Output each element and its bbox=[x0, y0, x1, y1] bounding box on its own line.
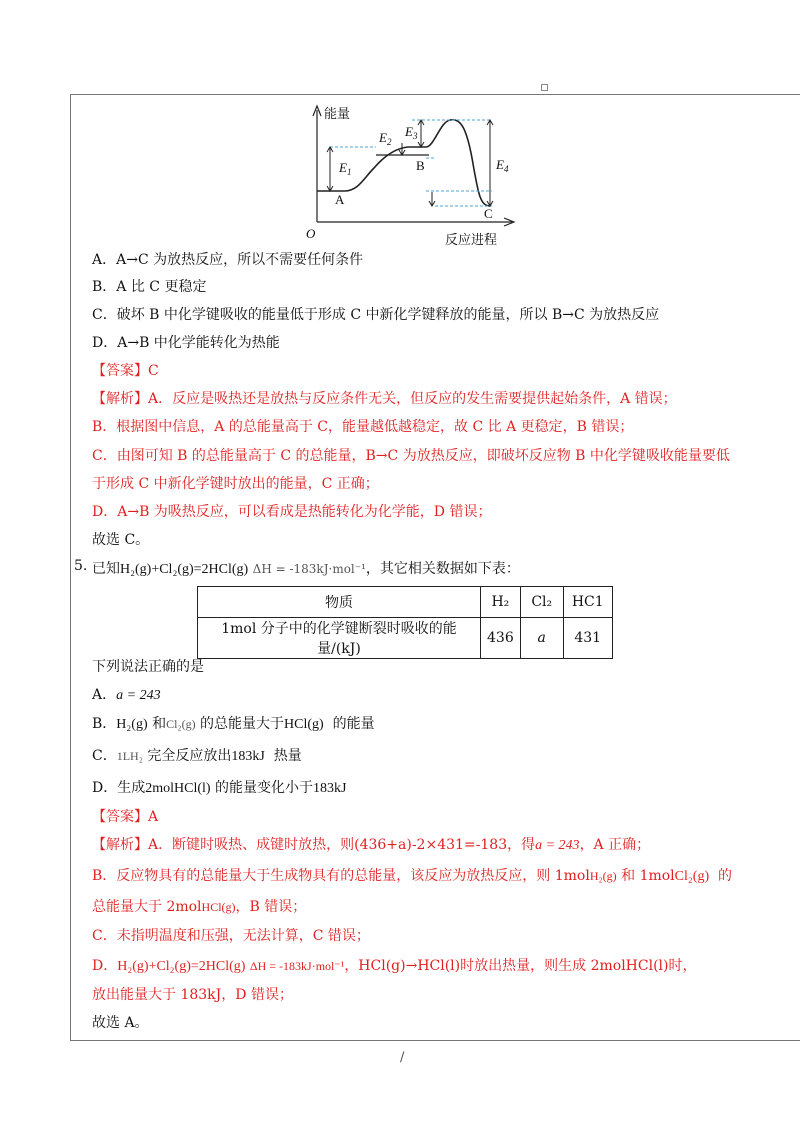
y-axis-label: 能量 bbox=[324, 106, 351, 121]
origin-label: O bbox=[306, 226, 316, 241]
q5-stem: 已知H₂(g)+Cl₂(g)=2HCl(g) ΔH = -183kJ·mol⁻¹，其它相关数据如下表： bbox=[92, 561, 520, 577]
page-number: / bbox=[400, 1050, 405, 1065]
q4-option-c: C．破坏 B 中化学键吸收的能量低于形成 C 中新化学键释放的能量，所以 B→C 为放热反应 bbox=[92, 307, 660, 323]
x-axis-label: 反应进程 bbox=[445, 232, 498, 247]
q5-analysis-a: 【解析】A．断键时吸热、成键时放热，则(436+a)-2×431=-183，得a = 243，A 正确； bbox=[92, 837, 651, 853]
q5-analysis-b-cont: 总能量大于 2molHCl(g)，B 错误； bbox=[92, 899, 307, 915]
q5-option-b: B．H₂(g) 和Cl₂(g) 的总能量大于HCl(g) 的能量 bbox=[92, 716, 375, 732]
q4-analysis-b: B．根据图中信息，A 的总能量高于 C，能量越低越稳定，故 C 比 A 更稳定，B 错误； bbox=[92, 419, 634, 435]
label-E3: $E_3$ bbox=[405, 124, 418, 141]
q5-option-c: C．1LH₂ 完全反应放出183kJ 热量 bbox=[92, 748, 302, 764]
q4-option-a: A．A→C 为放热反应，所以不需要任何条件 bbox=[92, 252, 364, 268]
q5-analysis-d-cont: 放出能量大于 183kJ，D 错误； bbox=[92, 987, 293, 1003]
q5-analysis-d: D．H₂(g)+Cl₂(g)=2HCl(g) ΔH = -183kJ·mol⁻¹，HCl(g)→HCl(l)时放出热量，则生成 2molHCl(l)时， bbox=[92, 958, 697, 974]
q4-analysis-d: D．A→B 为吸热反应，可以看成是热能转化为化学能，D 错误； bbox=[92, 504, 492, 520]
label-A: A bbox=[335, 192, 345, 207]
q4-analysis-a: 【解析】A．反应是吸热还是放热与反应条件无关，但反应的发生需要提供起始条件，A 错误； bbox=[92, 391, 677, 407]
bond-energy-table bbox=[197, 586, 613, 659]
label-C: C bbox=[484, 206, 493, 221]
q5-number: 5. bbox=[74, 558, 88, 574]
q5-option-d: D．生成2molHCl(l) 的能量变化小于183kJ bbox=[92, 780, 347, 796]
energy-diagram bbox=[300, 98, 530, 250]
q4-option-b: B．A 比 C 更稳定 bbox=[92, 279, 207, 295]
q4-conclusion: 故选 C。 bbox=[92, 532, 150, 548]
q4-analysis-c-cont: 于形成 C 中新化学键时放出的能量，C 正确； bbox=[92, 476, 379, 492]
q5-answer: 【答案】A bbox=[92, 809, 159, 825]
label-E2: $E_2$ bbox=[379, 130, 392, 147]
corner-mark bbox=[541, 84, 548, 91]
q5-conclusion: 故选 A。 bbox=[92, 1015, 149, 1031]
table-row: 1mol 分子中的化学键断裂时吸收的能量/(kJ) 436 a 431 bbox=[198, 618, 613, 659]
frame-left-border bbox=[70, 94, 71, 1040]
frame-top-border bbox=[70, 94, 800, 95]
q4-option-d: D．A→B 中化学能转化为热能 bbox=[92, 335, 280, 351]
label-E4: $E_4$ bbox=[496, 157, 509, 174]
frame-bottom-border bbox=[70, 1040, 800, 1041]
label-B: B bbox=[416, 158, 425, 173]
label-E1: $E_1$ bbox=[339, 160, 352, 177]
q5-question: 下列说法正确的是 bbox=[92, 659, 204, 675]
q4-answer: 【答案】C bbox=[92, 363, 159, 379]
q5-analysis-c: C．未指明温度和压强，无法计算，C 错误； bbox=[92, 928, 370, 944]
q5-option-a: A．a = 243 bbox=[92, 687, 161, 703]
q4-analysis-c: C．由图可知 B 的总能量高于 C 的总能量，B→C 为放热反应，即破坏反应物 B 中化学键吸收能量要低 bbox=[92, 448, 730, 464]
q5-analysis-b: B．反应物具有的总能量大于生成物具有的总能量，该反应为放热反应，则 1molH₂(g) 和 1molCl₂(g) 的 bbox=[92, 868, 733, 884]
table-header-row: 物质 H₂ Cl₂ HC1 bbox=[198, 587, 613, 618]
